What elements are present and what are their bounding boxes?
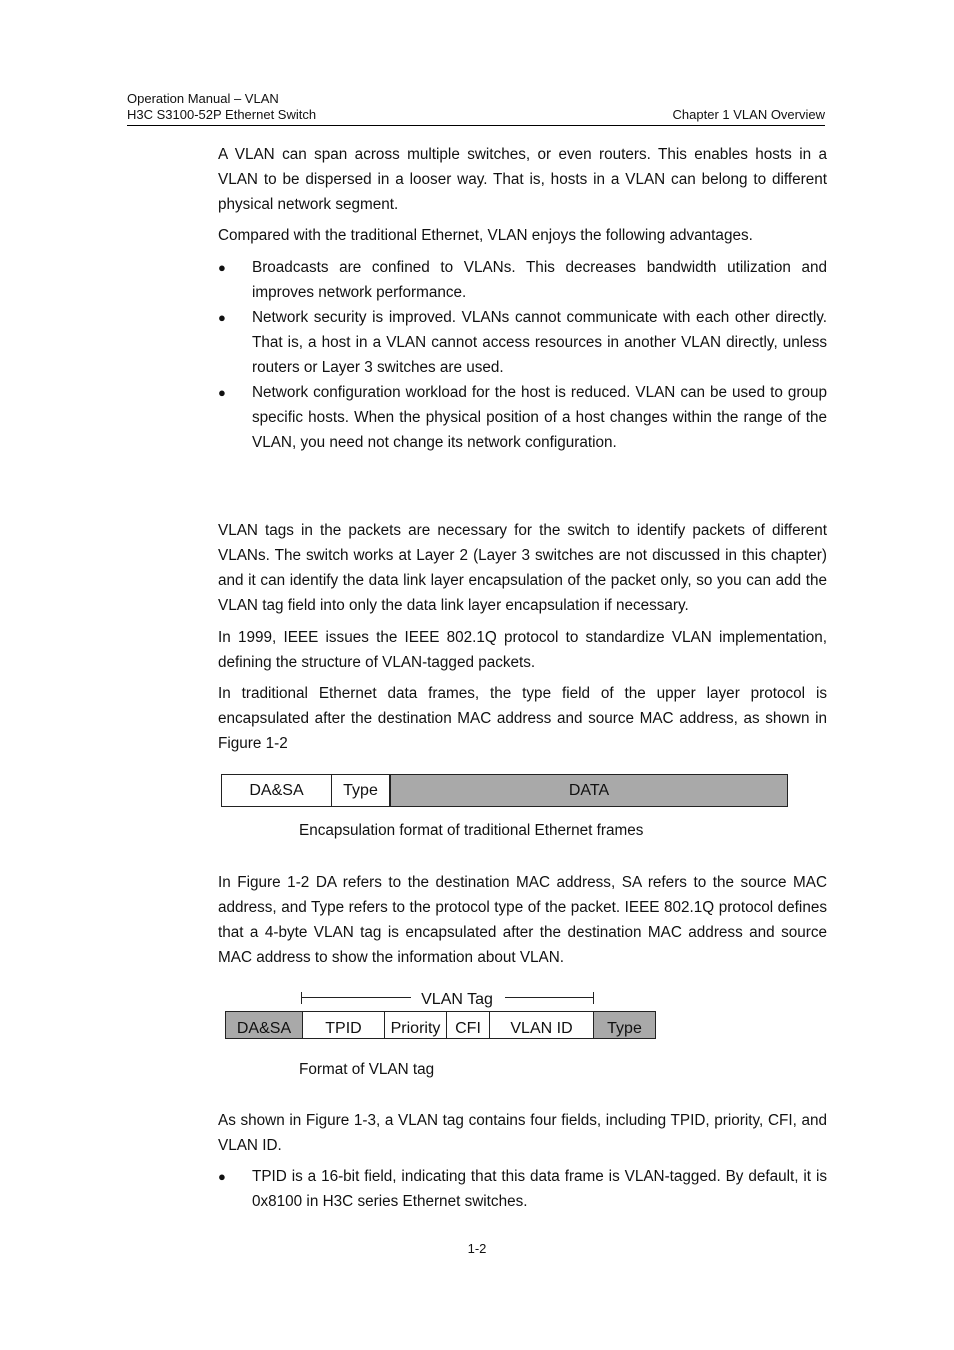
frame-field-type: Type bbox=[332, 775, 391, 806]
list-item-text: TPID is a 16-bit field, indicating that this data frame is VLAN-tagged. By default, it is 0x8100 in H3C series Ethernet switches. bbox=[252, 1168, 827, 1210]
page-number: 1-2 bbox=[467, 1241, 487, 1256]
tag-field-type: Type bbox=[594, 1012, 655, 1038]
tag-field-vlan-id: VLAN ID bbox=[490, 1012, 594, 1038]
figure-caption: Format of VLAN tag bbox=[299, 1061, 435, 1078]
bullet-icon: ● bbox=[218, 260, 226, 275]
figure-ethernet-frame bbox=[221, 774, 788, 807]
vlan-tag-label: VLAN Tag bbox=[421, 991, 493, 1008]
paragraph-traditional-frames: In traditional Ethernet data frames, the type field of the upper layer protocol is encapsulated after the destination MAC address and source MAC address, as shown in Figure 1-2 bbox=[218, 685, 827, 752]
list-item bbox=[218, 1164, 827, 1214]
list-item bbox=[218, 380, 827, 455]
bullet-icon: ● bbox=[218, 310, 226, 325]
tag-field-cfi: CFI bbox=[447, 1012, 490, 1038]
list-item-text: Network security is improved. VLANs cannot communicate with each other directly. That is, a host in a VLAN cannot access resources in another VLAN directly, unless routers or Layer 3 switches are used. bbox=[252, 309, 827, 376]
list-item-text: Broadcasts are confined to VLANs. This decreases bandwidth utilization and improves network performance. bbox=[252, 259, 827, 301]
tag-field-tpid: TPID bbox=[303, 1012, 385, 1038]
frame-field-dasa: DA&SA bbox=[222, 775, 332, 806]
paragraph-tag-fields: As shown in Figure 1-3, a VLAN tag contains four fields, including TPID, priority, CFI, and VLAN ID. bbox=[218, 1112, 827, 1154]
paragraph-da-sa: In Figure 1-2 DA refers to the destination MAC address, SA refers to the source MAC address, and Type refers to the protocol type of the packet. IEEE 802.1Q protocol defines that a 4-byte VLAN tag is encapsulated after the destination MAC address and source MAC address to show the information about VLAN. bbox=[218, 874, 827, 966]
tag-field-priority: Priority bbox=[385, 1012, 447, 1038]
paragraph-vlan-tags: VLAN tags in the packets are necessary for the switch to identify packets of different VLANs. The switch works at Layer 2 (Layer 3 switches are not discussed in this chapter) and it can identify the data link layer encapsulation of the packet only, so you can add the VLAN tag field into only the data link layer encapsulation if necessary. bbox=[218, 522, 827, 614]
list-item bbox=[218, 255, 827, 305]
vlan-tag-fields bbox=[225, 1011, 656, 1039]
bullet-icon: ● bbox=[218, 1169, 226, 1184]
page-header bbox=[127, 90, 825, 126]
figure-vlan-tag bbox=[225, 990, 655, 1040]
list-item bbox=[218, 305, 827, 380]
figure-caption: Encapsulation format of traditional Ethernet frames bbox=[299, 822, 644, 839]
paragraph-vlan-span: A VLAN can span across multiple switches, or even routers. This enables hosts in a VLAN to be dispersed in a looser way. That is, hosts in a VLAN can belong to different physical network segment. bbox=[218, 146, 827, 213]
manual-title: Operation Manual – VLAN bbox=[127, 91, 279, 106]
tag-bracket-line bbox=[505, 997, 594, 998]
product-name: H3C S3100-52P Ethernet Switch bbox=[127, 107, 317, 122]
paragraph-advantages-intro: Compared with the traditional Ethernet, VLAN enjoys the following advantages. bbox=[218, 227, 753, 244]
bullet-icon: ● bbox=[218, 385, 226, 400]
list-item-text: Network configuration workload for the host is reduced. VLAN can be used to group specific hosts. When the physical position of a host changes within the range of the VLAN, you need not change its network configuration. bbox=[252, 384, 827, 451]
tag-bracket-right bbox=[593, 992, 594, 1004]
paragraph-ieee-8021q: In 1999, IEEE issues the IEEE 802.1Q protocol to standardize VLAN implementation, defining the structure of VLAN-tagged packets. bbox=[218, 629, 827, 671]
frame-field-data: DATA bbox=[391, 775, 787, 806]
tag-field-dasa: DA&SA bbox=[226, 1012, 303, 1038]
tag-bracket-left bbox=[301, 992, 302, 1004]
tag-bracket-line bbox=[301, 997, 411, 998]
chapter-title: Chapter 1 VLAN Overview bbox=[672, 107, 825, 122]
